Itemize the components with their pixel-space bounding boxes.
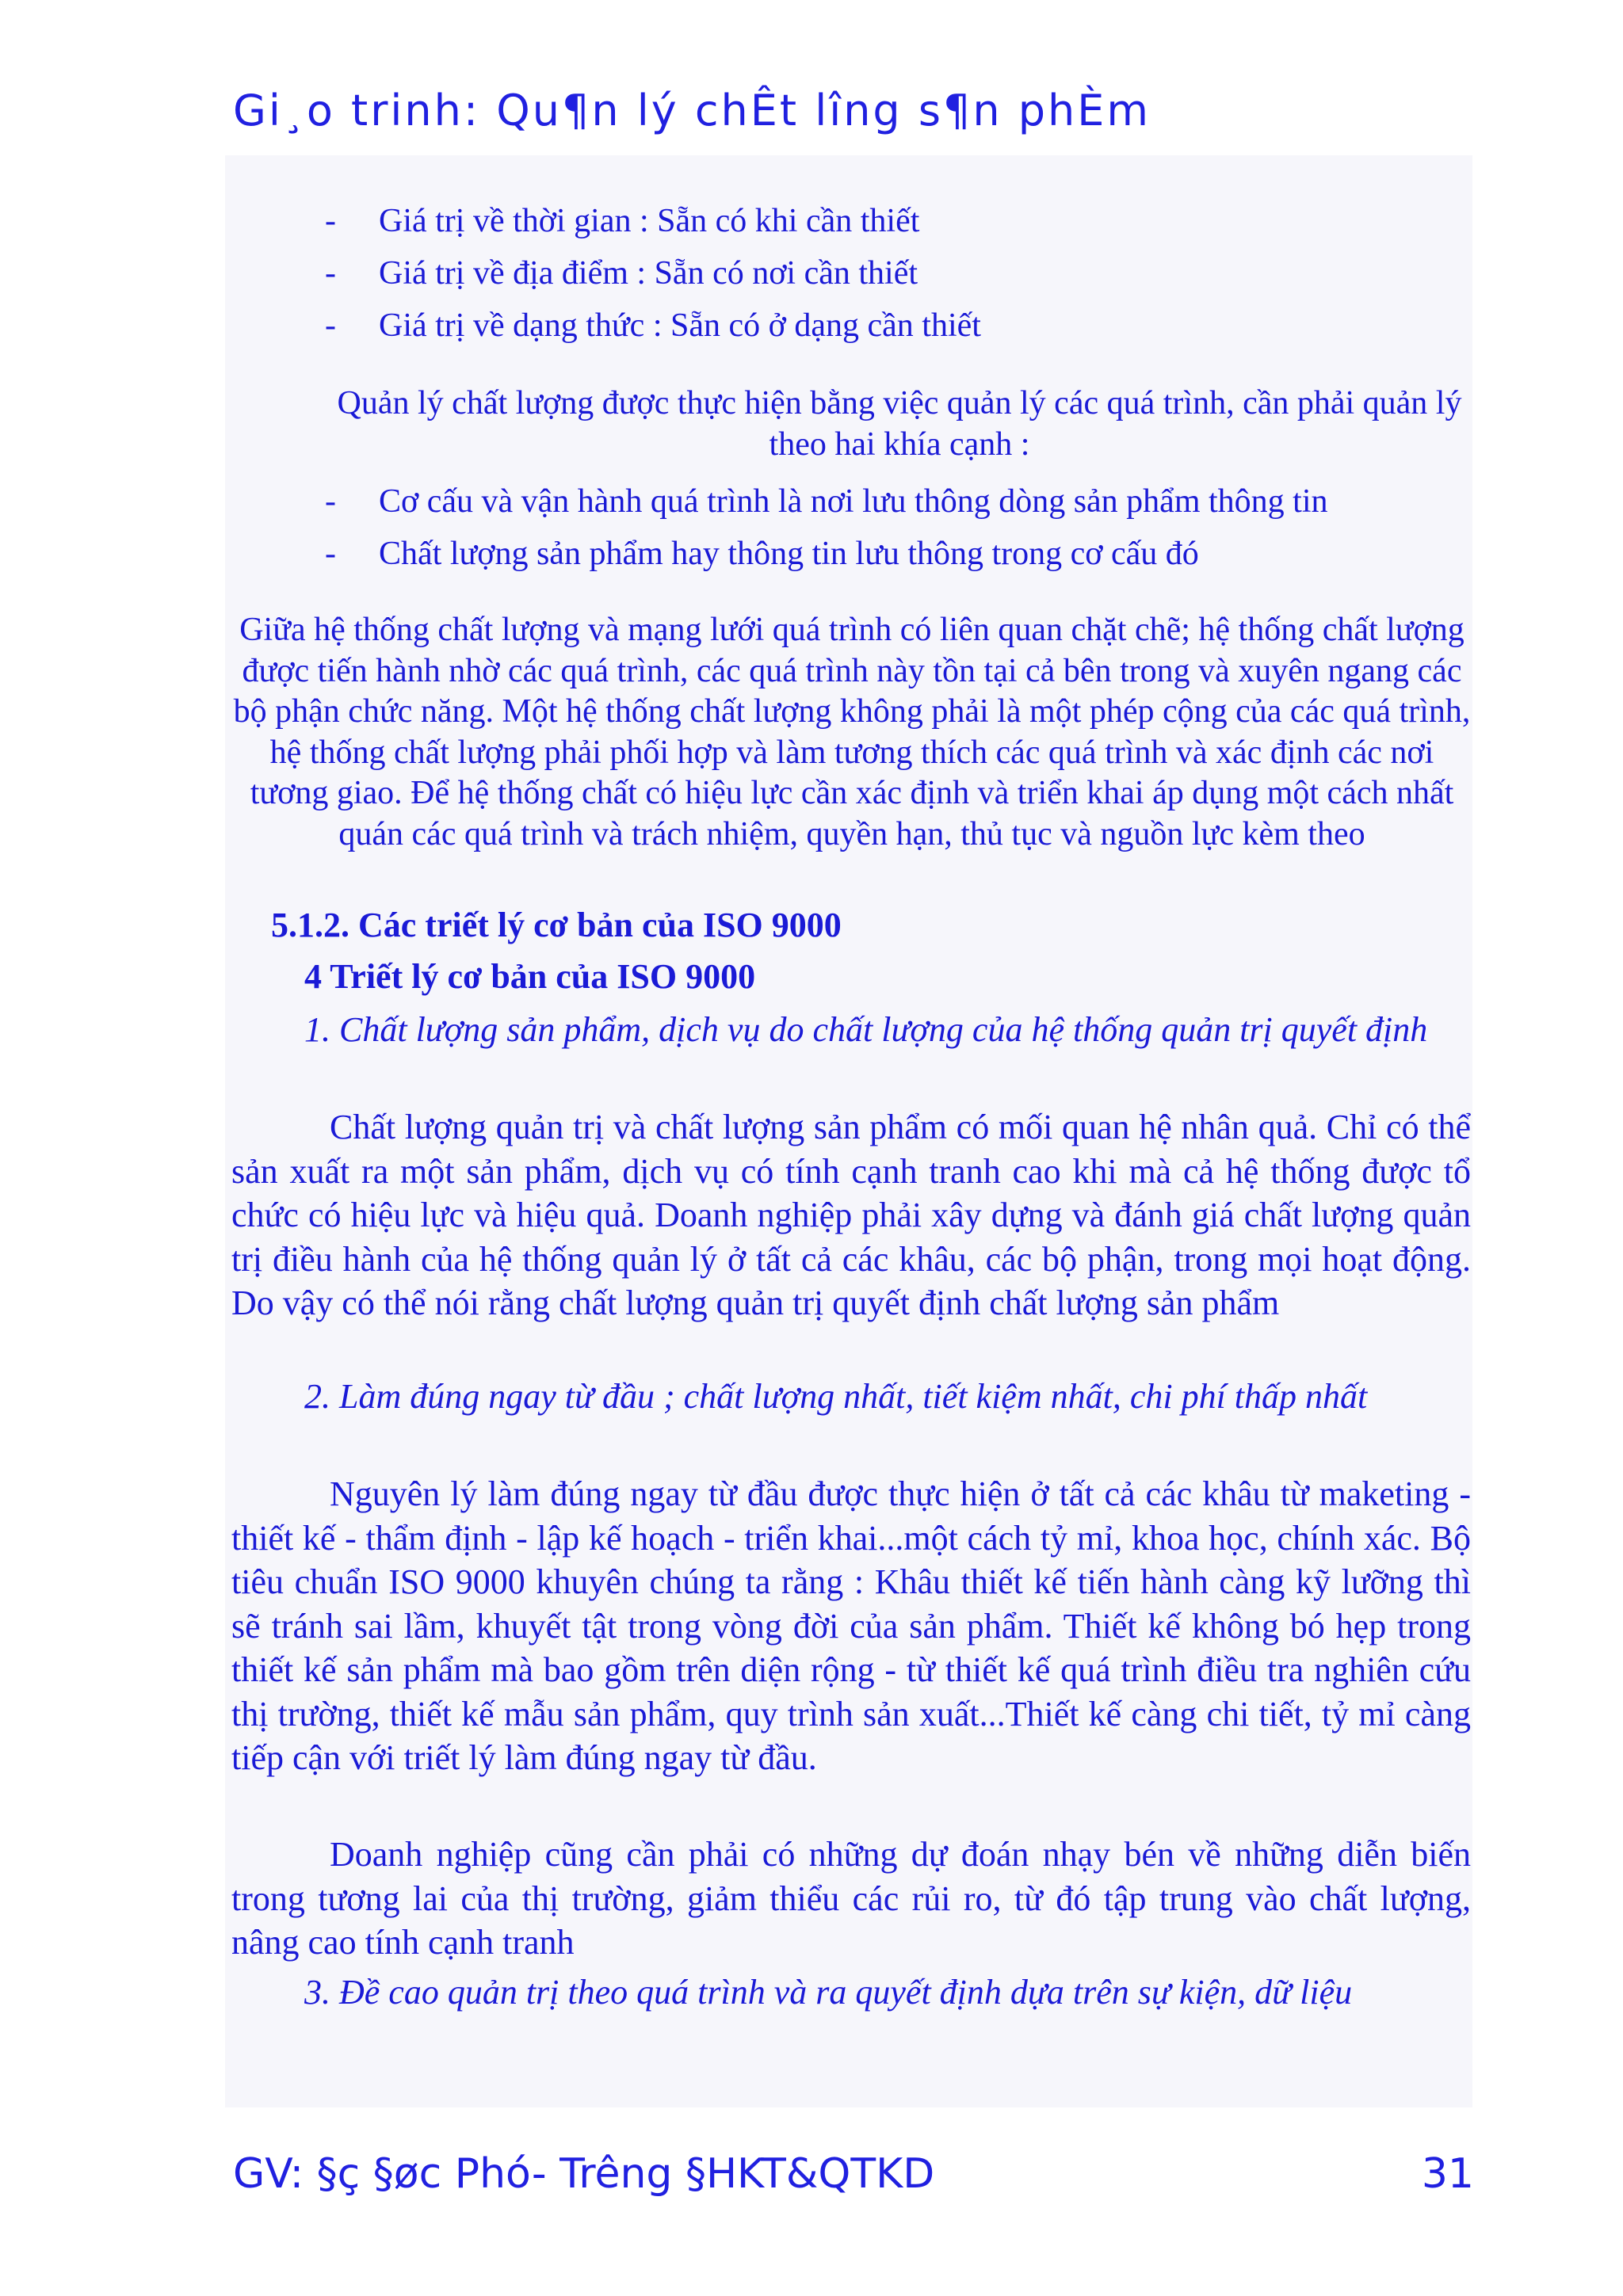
- bullet-dash: -: [325, 307, 336, 344]
- paragraph-manage-processes: Quản lý chất lượng được thực hiện bằng việc quản lý các quá trình, cần phải quản lý theo hai khía cạnh :: [337, 385, 1462, 463]
- principle-3-title: 3. Đề cao quản trị theo quá trình và ra quyết định dựa trên sự kiện, dữ liệu: [304, 1973, 1353, 2012]
- principle-1-title: 1. Chất lượng sản phẩm, dịch vụ do chất lượng của hệ thống quản trị quyết định: [304, 1010, 1428, 1049]
- section-heading: 5.1.2. Các triết lý cơ bản của ISO 9000: [271, 906, 842, 944]
- bullet-text: Chất lượng sản phẩm hay thông tin lưu thông trong cơ cấu đó: [379, 536, 1199, 572]
- list-item: [325, 475, 1482, 528]
- footer-author: GV: §ç §øc Phó- Trêng §HKT&QTKD: [233, 2150, 935, 2198]
- bullet-list-values: [325, 195, 1482, 352]
- paragraph-principle-1: Chất lượng quản trị và chất lượng sản phẩm có mối quan hệ nhân quả. Chỉ có thể sản xuất ra một sản phẩm, dịch vụ có tính cạnh tranh cao khi mà cả hệ thống được tổ chức có hiệu lực và hiệu quả. Doanh nghiệp phải xây dựng và đánh giá chất lượng quản trị điều hành của hệ thống quản lý ở tất cả các khâu, các bộ phận, trong mọi hoạt động. Do vậy có thể nói rằng chất lượng quản trị quyết định chất lượng sản phẩm: [231, 1108, 1471, 1322]
- bullet-list-aspects: [325, 475, 1482, 580]
- bullet-dash: -: [325, 203, 336, 239]
- bullet-text: Cơ cấu và vận hành quá trình là nơi lưu thông dòng sản phẩm thông tin: [379, 483, 1328, 520]
- page-header-title: Gi¸o trinh: Qu¶n lý chÊt lîng s¶n phÈm: [233, 86, 1151, 135]
- bullet-text: Giá trị về dạng thức : Sẵn có ở dạng cần thiết: [379, 307, 981, 344]
- page-number: 31: [1421, 2150, 1474, 2198]
- bullet-dash: -: [325, 483, 336, 520]
- bullet-text: Giá trị về địa điểm : Sẵn có nơi cần thiết: [379, 255, 918, 292]
- principle-2-title: 2. Làm đúng ngay từ đầu ; chất lượng nhất, tiết kiệm nhất, chi phí thấp nhất: [304, 1377, 1368, 1416]
- list-item: [325, 247, 1482, 299]
- sub-heading: 4 Triết lý cơ bản của ISO 9000: [304, 957, 756, 996]
- paragraph-forecasting: Doanh nghiệp cũng cần phải có những dự đoán nhạy bén về những diễn biến trong tương lai của thị trường, giảm thiểu các rủi ro, từ đó tập trung vào chất lượng, nâng cao tính cạnh tranh: [231, 1835, 1471, 1962]
- paragraph-principle-2: Nguyên lý làm đúng ngay từ đầu được thực hiện ở tất cả các khâu từ maketing - thiết kế - thẩm định - lập kế hoạch - triển khai...một cách tỷ mỉ, khoa học, chính xác. Bộ tiêu chuẩn ISO 9000 khuyên chúng ta rằng : Khâu thiết kế tiến hành càng kỹ lưỡng thì sẽ tránh sai lầm, khuyết tật trong vòng đời của sản phẩm. Thiết kế không bó hẹp trong thiết kế sản phẩm mà bao gồm trên diện rộng - từ thiết kế quá trình điều tra nghiên cứu thị trường, thiết kế mẫu sản phẩm, quy trình sản xuất...Thiết kế càng chi tiết, tỷ mỉ càng tiếp cận với triết lý làm đúng ngay từ đầu.: [231, 1474, 1471, 1777]
- bullet-dash: -: [325, 255, 336, 292]
- bullet-dash: -: [325, 536, 336, 572]
- list-item: [325, 528, 1482, 580]
- bullet-text: Giá trị về thời gian : Sẵn có khi cần thiết: [379, 203, 920, 239]
- list-item: [325, 299, 1482, 352]
- list-item: [325, 195, 1482, 247]
- paragraph-quality-system: Giữa hệ thống chất lượng và mạng lưới quá trình có liên quan chặt chẽ; hệ thống chất lượng được tiến hành nhờ các quá trình, các quá trình này tồn tại cả bên trong và xuyên ngang các bộ phận chức năng. Một hệ thống chất lượng không phải là một phép cộng của các quá trình, hệ thống chất lượng phải phối hợp và làm tương thích các quá trình và xác định các nơi tương giao. Để hệ thống chất có hiệu lực cần xác định và triển khai áp dụng một cách nhất quán các quá trình và trách nhiệm, quyền hạn, thủ tục và nguồn lực kèm theo: [233, 612, 1471, 852]
